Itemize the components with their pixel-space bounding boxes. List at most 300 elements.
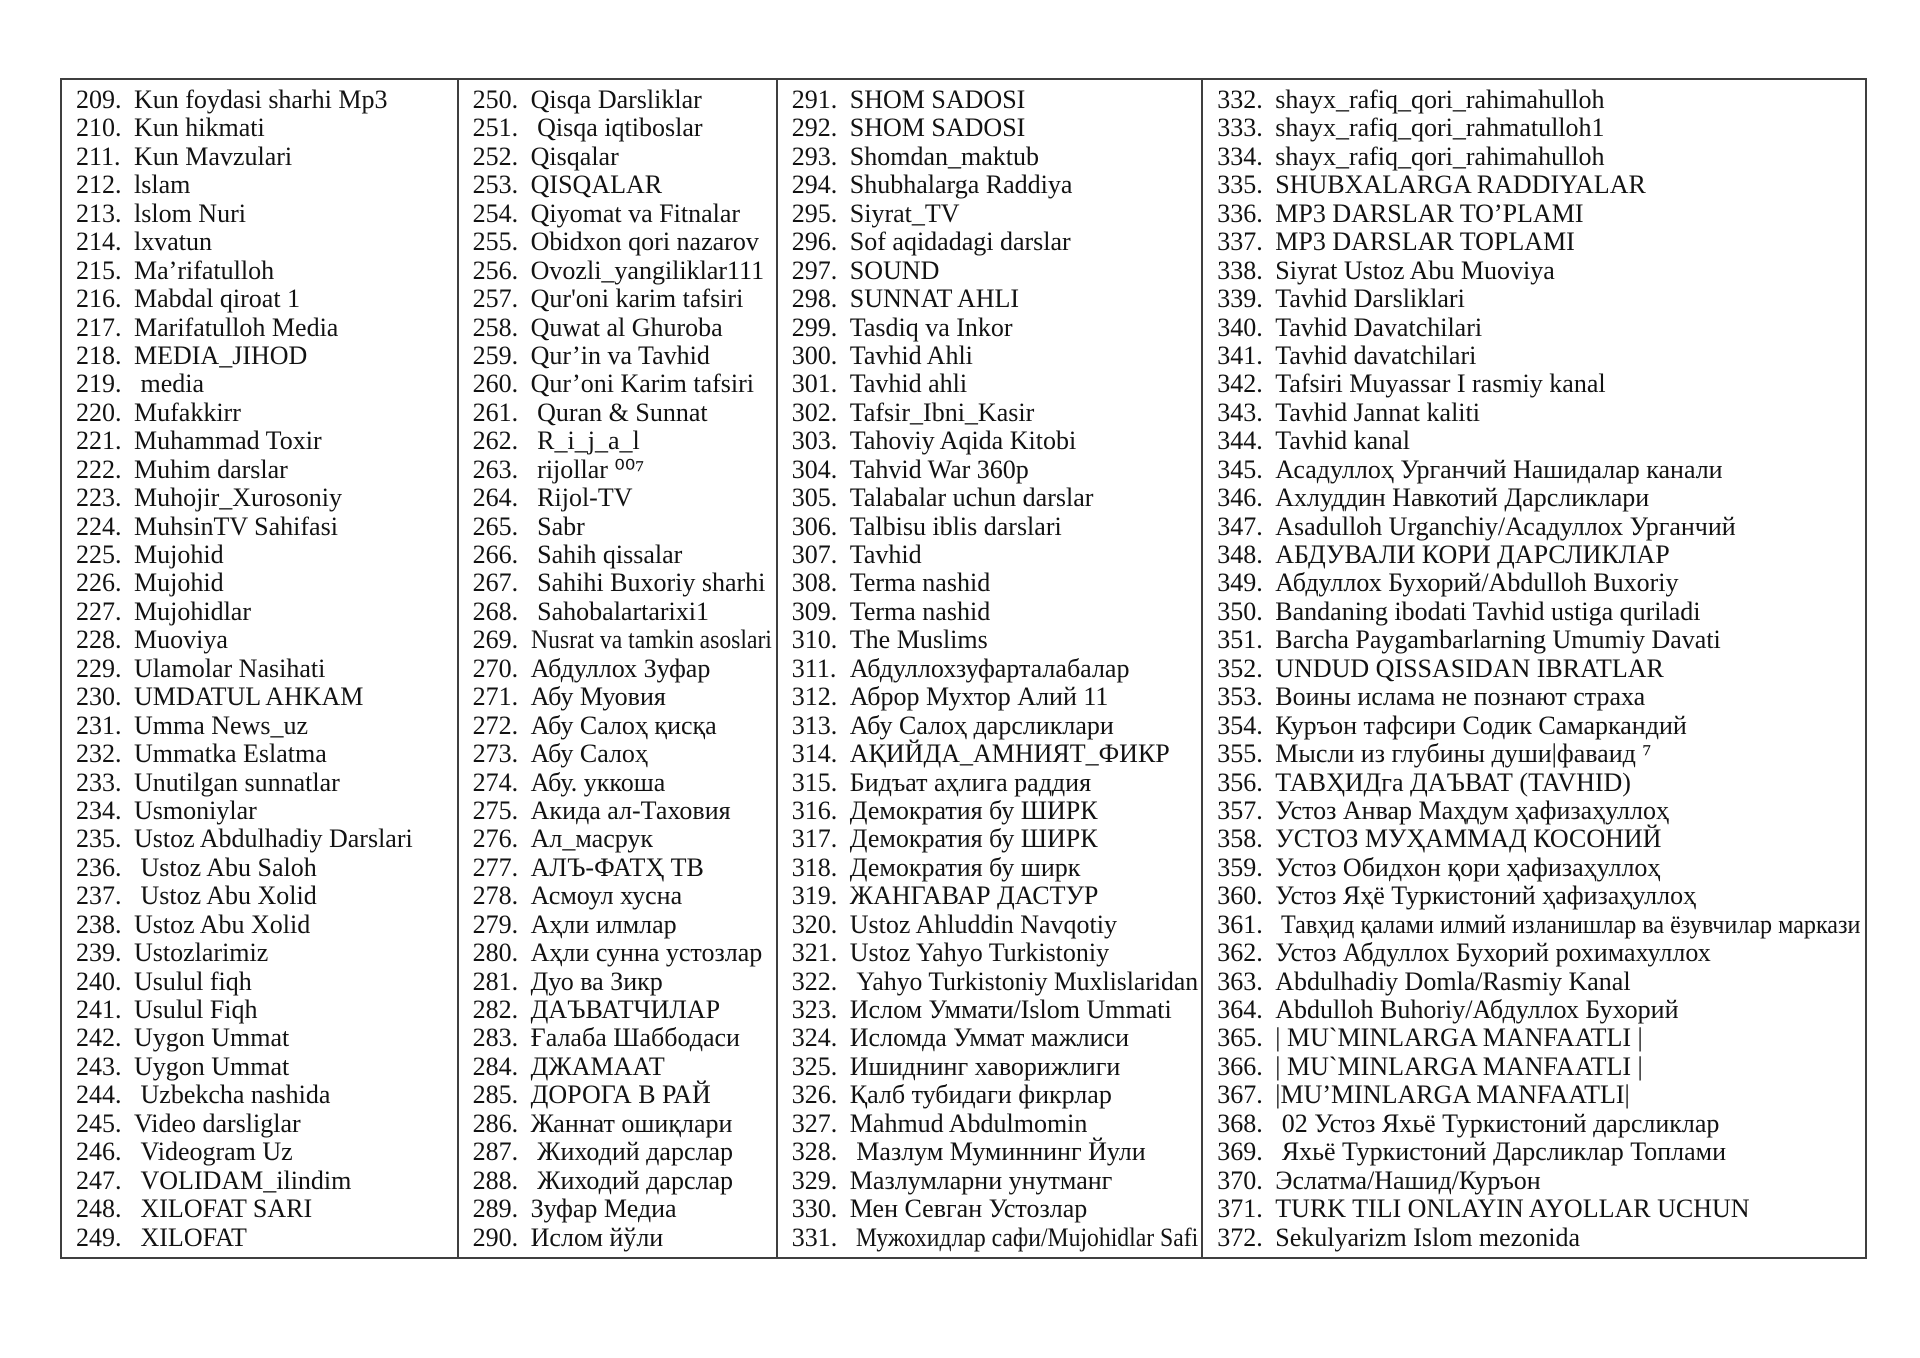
list-item [473, 541, 774, 569]
item-number: 239. [76, 938, 122, 968]
item-number: 286. [472, 1108, 519, 1138]
item-number: 219. [76, 369, 122, 399]
list-item [792, 996, 1200, 1024]
list-item [1217, 171, 1863, 199]
item-number: 275. [472, 795, 519, 825]
list-item [76, 1224, 455, 1252]
item-number: 355. [1217, 739, 1263, 769]
item-label: Устоз Абдуллох Бухорий рохимахуллох [1275, 938, 1711, 968]
item-label: Қалб тубидаги фикрлар [849, 1080, 1112, 1110]
item-number: 240. [76, 966, 122, 996]
item-label: Abdulloh Buhoriy/Абдуллох Бухорий [1275, 995, 1679, 1024]
list-item [1217, 228, 1863, 256]
list-item [473, 1138, 774, 1166]
list-item [1217, 1081, 1863, 1109]
list-item [76, 683, 455, 711]
item-label: Tafsiri Muyassar I rasmiy kanal [1275, 369, 1606, 399]
item-number: 282. [472, 995, 519, 1024]
item-number: 244. [76, 1080, 122, 1110]
item-number: 362. [1217, 938, 1263, 968]
list-item [76, 626, 455, 654]
item-number: 332. [1217, 85, 1263, 114]
item-label: Kun hikmati [134, 113, 265, 143]
list-item [76, 797, 455, 825]
item-number: 237. [76, 881, 122, 911]
item-number: 318. [791, 852, 838, 882]
item-label: |MU’MINLARGA MANFAATLI| [1275, 1080, 1630, 1110]
list-item [1217, 996, 1863, 1024]
table-column [1203, 80, 1865, 1257]
item-label: Muoviya [134, 625, 228, 655]
list-item [1217, 285, 1863, 313]
list-item [76, 171, 455, 199]
list-item [473, 968, 774, 996]
list-item [473, 1224, 774, 1252]
item-label: Аҳли илмлар [530, 909, 677, 939]
list-item [1217, 342, 1863, 370]
item-label: АҚИЙДА_АМНИЯТ_ФИКР [849, 739, 1170, 769]
item-number: 266. [472, 540, 519, 569]
item-label: rijollar ⁰⁰⁷ [530, 454, 645, 484]
item-number: 337. [1217, 227, 1263, 257]
item-number: 261. [472, 397, 519, 427]
item-label: Ustoz Abu Xolid [134, 909, 311, 939]
item-label: MP3 DARSLAR TO’PLAMI [1275, 198, 1584, 228]
item-number: 265. [472, 511, 519, 541]
item-number: 267. [472, 568, 519, 598]
item-label: Ислом Уммати/Islom Ummati [849, 995, 1172, 1024]
list-item [76, 1138, 455, 1166]
item-label: SHOM SADOSI [849, 85, 1026, 114]
item-number: 292. [791, 113, 838, 143]
item-number: 281. [472, 966, 519, 996]
item-number: 367. [1217, 1080, 1263, 1110]
item-label: Исломда Уммат мажлиси [849, 1023, 1130, 1053]
list-item [76, 1110, 455, 1138]
table-column [62, 80, 459, 1257]
item-label: Sahih qissalar [530, 540, 683, 569]
item-label: | MU`MINLARGA MANFAATLI | [1275, 1023, 1643, 1053]
list-item [792, 285, 1200, 313]
list-item [473, 257, 774, 285]
list-item [1217, 86, 1863, 114]
list-item [1217, 200, 1863, 228]
list-item [1217, 484, 1863, 512]
list-item [76, 143, 455, 171]
list-item [76, 427, 455, 455]
item-number: 353. [1217, 682, 1263, 712]
item-number: 230. [76, 682, 122, 712]
item-number: 243. [76, 1051, 122, 1081]
item-number: 316. [791, 795, 838, 825]
list-item [76, 1053, 455, 1081]
list-item [473, 399, 774, 427]
item-number: 241. [76, 995, 122, 1024]
list-item [792, 342, 1200, 370]
list-item [76, 513, 455, 541]
item-number: 279. [472, 909, 519, 939]
list-item [473, 200, 774, 228]
item-number: 290. [472, 1222, 519, 1252]
list-item [792, 114, 1200, 142]
item-number: 296. [791, 227, 838, 257]
list-item [473, 939, 774, 967]
item-label: Ислом йўли [530, 1222, 664, 1252]
item-number: 226. [76, 568, 122, 598]
list-item [473, 171, 774, 199]
list-item [473, 1024, 774, 1052]
list-item [1217, 939, 1863, 967]
item-number: 280. [472, 938, 519, 968]
item-number: 276. [472, 824, 519, 854]
item-label: ДАЪВАТЧИЛАР [530, 995, 721, 1024]
item-number: 211. [76, 141, 121, 171]
item-label: Tahvid War 360p [849, 454, 1029, 484]
item-label: Ғалаба Шаббодаси [530, 1023, 740, 1053]
item-number: 263. [472, 454, 519, 484]
item-label: Устоз Яҳё Туркистоний ҳафизаҳуллоҳ [1275, 881, 1697, 911]
item-label: Mujohid [134, 568, 224, 598]
item-label: Абдуллох Зуфар [530, 653, 711, 683]
item-number: 225. [76, 540, 122, 569]
item-number: 214. [76, 227, 122, 257]
item-number: 323. [791, 995, 838, 1024]
list-item [473, 114, 774, 142]
list-item [473, 285, 774, 313]
item-label: R_i_j_a_l [530, 426, 640, 456]
item-label: Uygon Ummat [134, 1051, 290, 1081]
list-item [1217, 456, 1863, 484]
list-item [792, 1195, 1200, 1223]
item-label: Talbisu iblis darslari [849, 511, 1062, 541]
item-number: 288. [472, 1165, 519, 1195]
list-item [792, 1053, 1200, 1081]
item-number: 345. [1217, 454, 1263, 484]
item-label: SOUND [849, 255, 940, 285]
item-number: 302. [791, 397, 838, 427]
item-label: Абдуллохзуфарталабалар [849, 653, 1130, 683]
item-number: 312. [791, 682, 838, 712]
item-number: 327. [791, 1108, 838, 1138]
item-label: Ustozlarimiz [134, 938, 269, 968]
item-number: 269. [472, 625, 519, 655]
list-item [473, 825, 774, 853]
item-label: ТАВҲИДга ДАЪВАТ (TAVHID) [1275, 767, 1631, 797]
list-item [76, 569, 455, 597]
item-number: 294. [791, 170, 838, 200]
item-number: 306. [791, 511, 838, 541]
item-number: 366. [1217, 1051, 1263, 1081]
item-number: 300. [791, 340, 838, 370]
item-label: Usulul Fiqh [134, 995, 258, 1024]
item-number: 361. [1217, 909, 1263, 939]
item-number: 309. [791, 596, 838, 626]
item-number: 287. [472, 1137, 519, 1167]
item-label: Мысли из глубины души|фаваид ⁷ [1275, 739, 1652, 769]
list-item [792, 1024, 1200, 1052]
item-number: 339. [1217, 284, 1263, 314]
list-item [473, 143, 774, 171]
item-label: Talabalar uchun darslar [849, 483, 1094, 513]
item-label: The Muslims [849, 625, 988, 655]
list-item [792, 541, 1200, 569]
item-label: Muhojir_Xurosoniy [134, 483, 342, 513]
item-label: Usulul fiqh [134, 966, 252, 996]
item-number: 289. [472, 1194, 519, 1224]
item-number: 245. [76, 1108, 122, 1138]
item-label: Asadulloh Urganchiy/Асадуллох Урганчий [1275, 511, 1736, 541]
item-number: 310. [791, 625, 838, 655]
list-item [1217, 1053, 1863, 1081]
item-label: Mabdal qiroat 1 [134, 284, 301, 314]
item-number: 368. [1217, 1108, 1263, 1138]
list-item [792, 740, 1200, 768]
item-label: Siyrat_TV [849, 198, 960, 228]
list-item [792, 882, 1200, 910]
list-item [76, 541, 455, 569]
list-item [76, 655, 455, 683]
item-label: Ишиднинг хаворижлиги [849, 1051, 1121, 1081]
item-number: 217. [76, 312, 122, 342]
item-label: Абу Салоҳ [530, 739, 648, 769]
list-item [473, 1195, 774, 1223]
item-number: 346. [1217, 483, 1263, 513]
item-label: Ustoz Yahyo Turkistoniy [849, 938, 1110, 968]
item-number: 360. [1217, 881, 1263, 911]
item-label: Sahihi Buxoriy sharhi [530, 568, 766, 598]
item-number: 258. [472, 312, 519, 342]
list-item [1217, 541, 1863, 569]
item-label: Mufakkirr [134, 397, 241, 427]
item-number: 278. [472, 881, 519, 911]
item-number: 270. [472, 653, 519, 683]
item-label: Qisqa Darsliklar [530, 85, 702, 114]
item-label: Акида ал-Таховия [530, 795, 731, 825]
list-item [76, 228, 455, 256]
list-item [1217, 825, 1863, 853]
list-item [1217, 1167, 1863, 1195]
list-item [76, 1024, 455, 1052]
item-label: lslom Nuri [134, 198, 246, 228]
item-label: Tavhid ahli [849, 369, 968, 399]
list-item [76, 456, 455, 484]
item-number: 284. [472, 1051, 519, 1081]
list-item [1217, 143, 1863, 171]
item-number: 358. [1217, 824, 1263, 854]
item-number: 365. [1217, 1023, 1263, 1053]
item-number: 224. [76, 511, 122, 541]
item-number: 314. [791, 739, 838, 769]
item-label: Абу Салоҳ қисқа [530, 710, 717, 740]
list-item [1217, 769, 1863, 797]
item-number: 295. [791, 198, 838, 228]
item-number: 268. [472, 596, 519, 626]
list-item [1217, 1024, 1863, 1052]
list-item [473, 1053, 774, 1081]
list-item [473, 1167, 774, 1195]
list-item [792, 228, 1200, 256]
item-label: Marifatulloh Media [134, 312, 339, 342]
item-number: 238. [76, 909, 122, 939]
item-label: Зуфар Медиа [530, 1194, 677, 1224]
item-label: Устоз Обидхон қори ҳафизаҳуллоҳ [1275, 852, 1661, 882]
item-label: УСТОЗ МУҲАММАД КОСОНИЙ [1275, 824, 1662, 854]
item-label: Аҳли сунна устозлар [530, 938, 763, 968]
list-item [792, 854, 1200, 882]
item-number: 344. [1217, 426, 1263, 456]
item-number: 272. [472, 710, 519, 740]
item-label: Kun foydasi sharhi Mp3 [134, 85, 388, 114]
item-label: Тавҳид қалами илмий изланишлар ва ёзувчилар маркази [1275, 909, 1861, 939]
list-item [473, 911, 774, 939]
list-item [76, 1081, 455, 1109]
item-label: Rijol-TV [530, 483, 633, 513]
item-label: Tavhid [849, 540, 922, 569]
list-item [76, 740, 455, 768]
list-item [473, 598, 774, 626]
list-item [473, 740, 774, 768]
item-label: Sabr [530, 511, 585, 541]
list-item [76, 598, 455, 626]
item-number: 322. [791, 966, 838, 996]
item-number: 311. [791, 653, 837, 683]
list-item [1217, 257, 1863, 285]
item-number: 250. [472, 85, 519, 114]
item-number: 249. [76, 1222, 122, 1252]
item-number: 216. [76, 284, 122, 314]
item-number: 369. [1217, 1137, 1263, 1167]
list-item [792, 171, 1200, 199]
item-label: Абу. уккоша [530, 767, 666, 797]
item-number: 370. [1217, 1165, 1263, 1195]
item-number: 356. [1217, 767, 1263, 797]
item-label: Uzbekcha nashida [134, 1080, 331, 1110]
item-number: 251. [472, 113, 519, 143]
item-label: Tavhid Jannat kaliti [1275, 397, 1480, 427]
channel-list-table [60, 78, 1867, 1259]
list-item [76, 200, 455, 228]
list-item [792, 683, 1200, 711]
item-number: 301. [791, 369, 838, 399]
item-label: АБДУВАЛИ КОРИ ДАРСЛИКЛАР [1275, 540, 1670, 569]
item-number: 363. [1217, 966, 1263, 996]
list-item [473, 1081, 774, 1109]
list-item [1217, 854, 1863, 882]
list-item [473, 996, 774, 1024]
item-label: UMDATUL AHKAM [134, 682, 364, 712]
item-number: 331. [791, 1222, 838, 1252]
list-item [1217, 655, 1863, 683]
table-column [459, 80, 778, 1257]
item-label: shayx_rafiq_qori_rahimahulloh [1275, 141, 1605, 171]
list-item [1217, 911, 1863, 939]
item-number: 242. [76, 1023, 122, 1053]
item-label: Яхьё Туркистоний Дарсликлар Топлами [1275, 1137, 1727, 1167]
item-label: Демократия бу ШИРК [849, 795, 1098, 825]
list-item [76, 114, 455, 142]
item-number: 320. [791, 909, 838, 939]
list-item [1217, 797, 1863, 825]
item-label: Аброр Мухтор Алий 11 [849, 682, 1109, 712]
item-label: Quwat al Ghuroba [530, 312, 723, 342]
list-item [1217, 1110, 1863, 1138]
item-number: 359. [1217, 852, 1263, 882]
item-label: | MU`MINLARGA MANFAATLI | [1275, 1051, 1643, 1081]
list-item [1217, 1224, 1863, 1252]
item-label: Асадуллоҳ Урганчий Нашидалар канали [1275, 454, 1723, 484]
list-item [1217, 569, 1863, 597]
item-label: Ustoz Ahluddin Navqotiy [849, 909, 1117, 939]
list-item [473, 854, 774, 882]
item-number: 317. [791, 824, 838, 854]
item-number: 213. [76, 198, 122, 228]
item-label: Tasdiq va Inkor [849, 312, 1013, 342]
list-item [473, 513, 774, 541]
item-label: Videogram Uz [134, 1137, 293, 1167]
item-label: 02 Устоз Яхьё Туркистоний дарсликлар [1275, 1108, 1720, 1138]
item-label: Muhim darslar [134, 454, 288, 484]
list-item [1217, 427, 1863, 455]
item-number: 371. [1217, 1194, 1263, 1224]
item-number: 334. [1217, 141, 1263, 171]
list-item [473, 427, 774, 455]
item-label: Мужохидлар сафи/Mujohidlar Safi [849, 1222, 1198, 1252]
item-label: Воины ислама не познают страха [1275, 682, 1646, 712]
item-label: Quran & Sunnat [530, 397, 708, 427]
list-item [792, 1167, 1200, 1195]
item-label: Абу Муовия [530, 682, 666, 712]
item-label: SUNNAT AHLI [849, 284, 1020, 314]
item-label: Tavhid davatchilari [1275, 340, 1477, 370]
item-number: 260. [472, 369, 519, 399]
list-item [473, 655, 774, 683]
list-item [792, 968, 1200, 996]
list-item [76, 911, 455, 939]
item-label: Muhammad Toxir [134, 426, 322, 456]
item-number: 262. [472, 426, 519, 456]
item-label: Barcha Paygambarlarning Umumiy Davati [1275, 625, 1721, 655]
item-label: Tavhid Darsliklari [1275, 284, 1465, 314]
list-item [792, 911, 1200, 939]
list-item [792, 200, 1200, 228]
list-item [792, 598, 1200, 626]
item-number: 351. [1217, 625, 1263, 655]
item-label: XILOFAT [134, 1222, 247, 1252]
item-label: Mahmud Abdulmomin [849, 1108, 1088, 1138]
item-number: 236. [76, 852, 122, 882]
item-number: 227. [76, 596, 122, 626]
item-label: Ma’rifatulloh [134, 255, 275, 285]
item-label: Umma News_uz [134, 710, 309, 740]
list-item [792, 314, 1200, 342]
item-number: 336. [1217, 198, 1263, 228]
item-label: UNDUD QISSASIDAN IBRATLAR [1275, 653, 1664, 683]
list-item [76, 370, 455, 398]
item-label: Mujohidlar [134, 596, 251, 626]
item-label: Terma nashid [849, 568, 991, 598]
item-number: 231. [76, 710, 122, 740]
list-item [473, 342, 774, 370]
list-item [1217, 1138, 1863, 1166]
item-number: 348. [1217, 540, 1263, 569]
list-item [1217, 683, 1863, 711]
item-label: Sof aqidadagi darslar [849, 227, 1071, 257]
item-label: Ovozli_yangiliklar111 [530, 255, 765, 285]
list-item [792, 513, 1200, 541]
item-label: Жиходий дарслар [530, 1137, 734, 1167]
list-item [792, 1110, 1200, 1138]
item-label: Sahobalartarixi1 [530, 596, 709, 626]
